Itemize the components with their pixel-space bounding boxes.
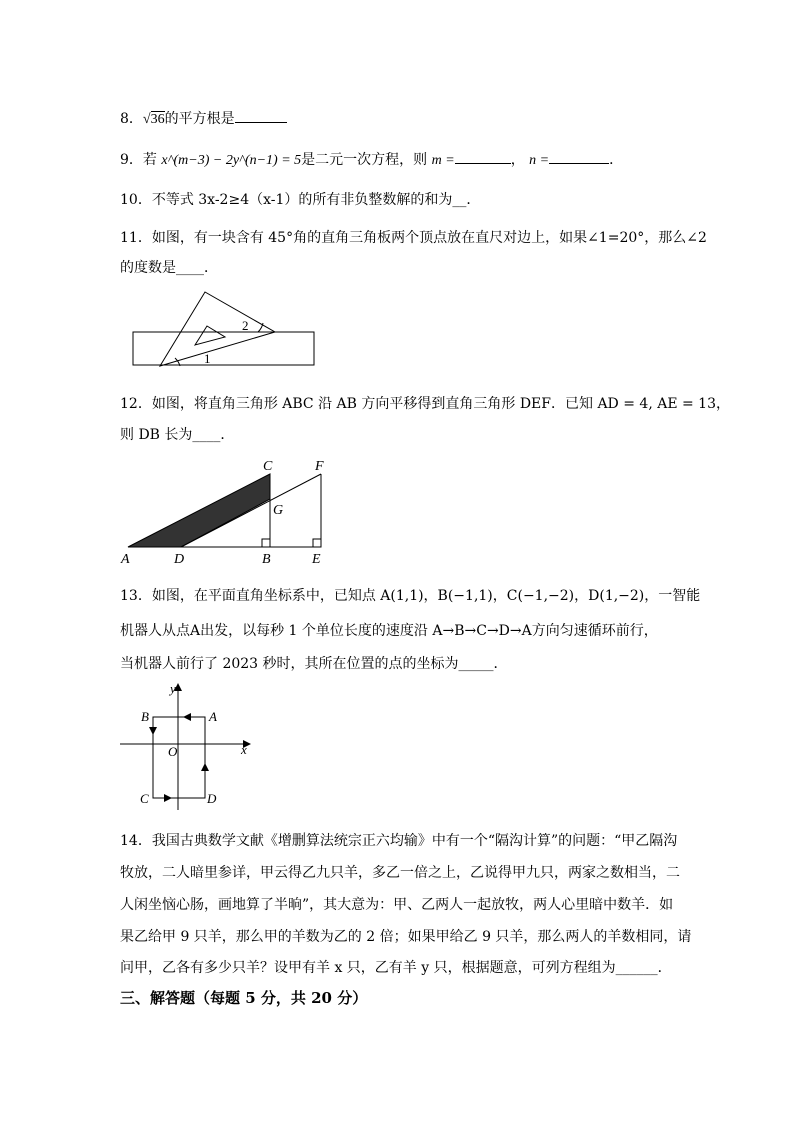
q9-m-blank xyxy=(455,149,511,164)
question-11-line1: 11．如图，有一块含有 45°角的直角三角板两个顶点放在直尺对边上，如果∠1=20°，那么∠2 xyxy=(120,230,707,246)
label-y: y xyxy=(170,681,176,696)
label-D: D xyxy=(207,791,217,806)
q11-figure xyxy=(130,288,320,370)
angle1-label: 1 xyxy=(204,351,211,366)
angle2-label: 2 xyxy=(242,318,249,333)
q9-n-blank xyxy=(549,149,609,164)
label-A: A xyxy=(209,709,217,724)
q9-number: 9．若 xyxy=(120,152,157,168)
question-14-line4: 果乙给甲 9 只羊，那么甲的羊数为乙的 2 倍；如果甲给乙 9 只羊，那么两人的羊数相同，请 xyxy=(120,929,692,945)
label-E: E xyxy=(312,552,321,567)
q9-n-label: n = xyxy=(529,153,550,168)
path-rectangle xyxy=(153,717,205,798)
label-B: B xyxy=(262,552,271,567)
q9-text: 是二元一次方程，则 xyxy=(301,152,428,168)
question-11-line2: 的度数是____． xyxy=(120,260,218,276)
label-x: x xyxy=(241,742,247,757)
q8-radicand: 36 xyxy=(150,112,165,127)
q13-figure xyxy=(118,680,258,815)
question-13-line3: 当机器人前行了 2023 秒时，其所在位置的点的坐标为_____． xyxy=(120,656,508,672)
section-3-heading: 三、解答题（每题 5 分，共 20 分） xyxy=(120,989,368,1007)
question-14-line3: 人闲坐恼心肠，画地算了半晌”，其大意为：甲、乙两人一起放牧，两人心里暗中数羊．如 xyxy=(120,897,674,913)
question-13-line2: 机器人从点A出发，以每秒 1 个单位长度的速度沿 A→B→C→D→A方向匀速循环前行， xyxy=(120,623,658,639)
question-12-line2: 则 DB 长为____． xyxy=(120,427,235,443)
label-C: C xyxy=(263,459,273,474)
label-F: F xyxy=(315,459,324,474)
right-angle-E xyxy=(313,539,321,547)
label-C: C xyxy=(140,791,149,806)
shaded-region xyxy=(128,474,270,547)
q8-answer-blank xyxy=(235,108,287,123)
question-10: 10．不等式 3x-2≥4（x-1）的所有非负整数解的和为__． xyxy=(120,192,481,208)
label-D: D xyxy=(174,552,185,567)
angle2-arc xyxy=(258,323,263,332)
right-angle-B xyxy=(262,539,270,547)
label-A: A xyxy=(121,552,130,567)
sqrt-symbol: √36 xyxy=(142,112,165,127)
q8-number: 8． xyxy=(120,111,143,127)
q8-text: 的平方根是 xyxy=(164,111,235,127)
set-square-outer xyxy=(160,292,275,366)
q9-end: ． xyxy=(609,152,624,168)
label-G: G xyxy=(273,503,284,518)
q12-figure xyxy=(118,454,338,569)
set-square-inner xyxy=(195,326,225,345)
label-O: O xyxy=(168,744,178,759)
question-12-line1: 12．如图，将直角三角形 ABC 沿 AB 方向平移得到直角三角形 DEF．已知 AD = 4, AE = 13， xyxy=(120,396,730,412)
question-14-line5: 问甲，乙各有多少只羊？设甲有羊 x 只，乙有羊 y 只，根据题意，可列方程组为______． xyxy=(120,960,672,976)
q9-formula: x^(m−3) − 2y^(n−1) = 5 xyxy=(161,153,302,168)
q9-m-label: m = xyxy=(431,153,455,168)
question-9: 9．若 x^(m−3) − 2y^(n−1) = 5是二元一次方程，则 m = ， n = ． xyxy=(120,149,623,171)
question-14-line2: 牧放，二人暗里参详，甲云得乙九只羊，多乙一倍之上，乙说得甲九只，两家之数相当，二 xyxy=(120,865,680,881)
label-B: B xyxy=(141,709,149,724)
question-14-line1: 14．我国古典数学文献《增删算法统宗正六均输》中有一个“隔沟计算”的问题：“甲乙隔沟 xyxy=(120,833,678,849)
question-13-line1: 13．如图，在平面直角坐标系中，已知点 A(1,1)，B(−1,1)，C(−1,−2)，D(1,−2)，一智能 xyxy=(120,588,701,604)
question-8 xyxy=(120,108,287,130)
